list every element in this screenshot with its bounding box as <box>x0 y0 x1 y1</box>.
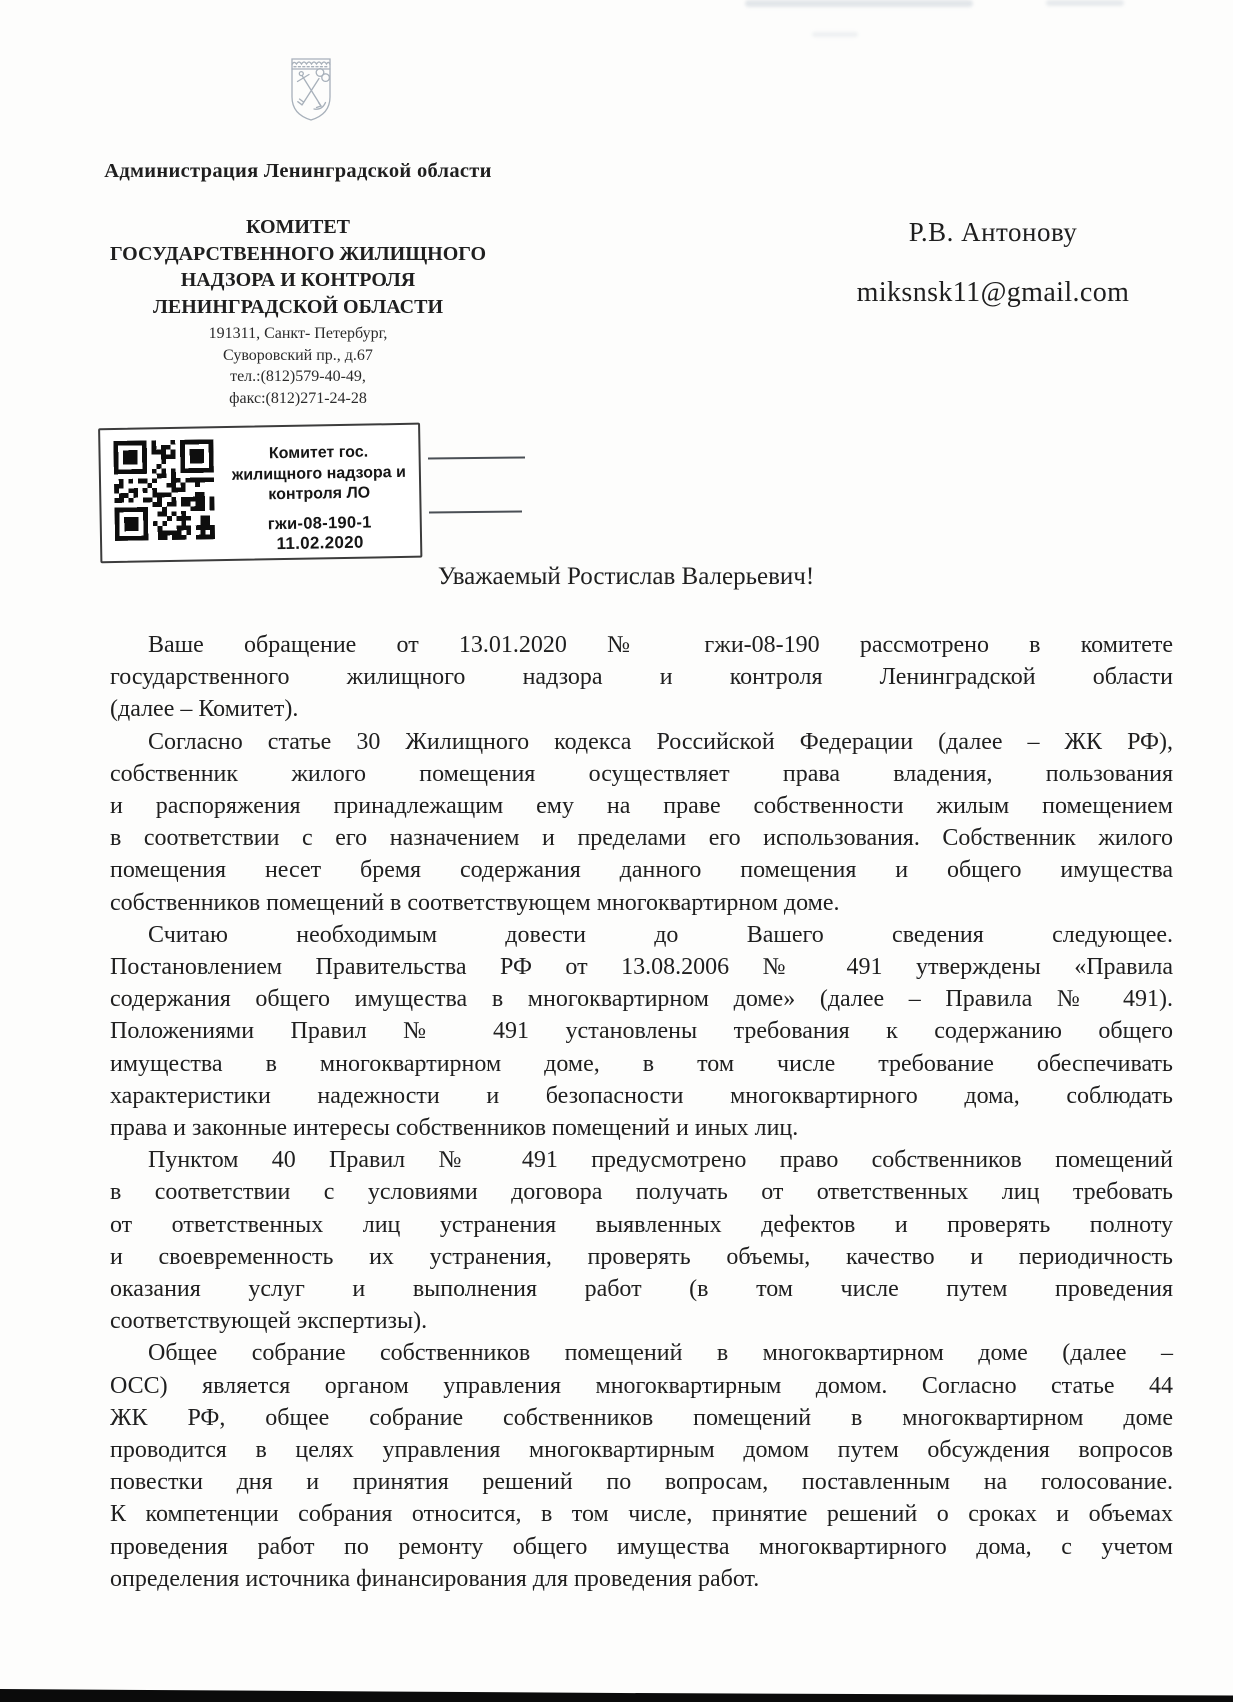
body-text-line: Согласно статье 30 Жилищного кодекса Российской Федерации (далее – ЖК РФ), <box>148 728 1173 755</box>
body-text-line: ОСС) является органом управления многоквартирным домом. Согласно статье 44 <box>110 1372 1173 1399</box>
body-text-line: права и законные интересы собственников помещений и иных лиц. <box>110 1115 799 1142</box>
address-line: тел.:(812)579-40-49, <box>230 368 366 385</box>
body-text-line: в соответствии с условиями договора получать от ответственных лиц требовать <box>110 1179 1173 1206</box>
body-text-line: определения источника финансирования для проведения работ. <box>110 1565 760 1592</box>
body-text-line: ЖК РФ, общее собрание собственников помещений в многоквартирном доме <box>110 1404 1173 1431</box>
coat-of-arms-leningrad-oblast-icon <box>289 56 333 122</box>
scan-artifact-top <box>745 0 973 7</box>
body-text-line: и распоряжения принадлежащим ему на праве собственности жилым помещением <box>110 793 1173 820</box>
scan-artifact-bottom <box>0 1684 1233 1702</box>
blank-fill-line <box>429 511 522 514</box>
scan-artifact-top <box>1046 0 1124 6</box>
body-text-line: имущества в многоквартирном доме, в том числе требование обеспечивать <box>110 1050 1173 1077</box>
scan-artifact-top <box>812 32 858 37</box>
body-text-line: собственник жилого помещения осуществляет права владения, пользования <box>110 760 1173 787</box>
body-text-line: повестки дня и принятия решений по вопросам, поставленным на голосование. <box>110 1469 1173 1496</box>
body-text-line: в соответствии с его назначением и пределами его использования. Собственник жилого <box>110 825 1173 852</box>
body-text-line: государственного жилищного надзора и контроля Ленинградской области <box>110 664 1173 691</box>
committee-name <box>88 214 508 321</box>
salutation: Уважаемый Ростислав Валерьевич! <box>437 563 815 590</box>
body-text-line: Общее собрание собственников помещений в многоквартирном доме (далее – <box>148 1340 1173 1367</box>
body-text-line: и своевременность их устранения, проверять объемы, качество и периодичность <box>110 1243 1173 1270</box>
address-line: факс:(812)271-24-28 <box>229 389 367 407</box>
stamp-org-line: Комитет гос. <box>268 443 369 463</box>
body-text-line: Пунктом 40 Правил № 491 предусмотрено право собственников помещений <box>148 1147 1173 1174</box>
address-line: Суворовский пр., д.67 <box>223 346 373 364</box>
qr-code-icon <box>113 439 215 541</box>
committee-name-line: НАДЗОРА И КОНТРОЛЯ <box>180 269 416 292</box>
body-text-line: Считаю необходимым довести до Вашего сведения следующее. <box>148 921 1173 948</box>
body-text-line: помещения несет бремя содержания данного помещения и общего имущества <box>110 857 1173 884</box>
committee-name-line: ЛЕНИНГРАДСКОЙ ОБЛАСТИ <box>152 296 444 319</box>
body-text-line: проводится в целях управления многоквартирным домом путем обсуждения вопросов <box>110 1437 1173 1464</box>
recipient-name: Р.В. Антонову <box>908 217 1078 247</box>
stamp-registration-number: гжи-08-190-1 <box>267 512 372 533</box>
letter-body <box>110 629 1173 1595</box>
body-text-line: собственников помещений в соответствующем многоквартирном доме. <box>110 889 840 916</box>
body-text-line: К компетенции собрания относится, в том числе, принятие решений о сроках и объемах <box>110 1501 1173 1528</box>
body-text-line: оказания услуг и выполнения работ (в том числе путем проведения <box>110 1276 1173 1303</box>
registration-stamp <box>98 423 422 564</box>
stamp-org-line: жилищного надзора и <box>231 463 407 484</box>
committee-name-line: ГОСУДАРСТВЕННОГО ЖИЛИЩНОГО <box>109 242 487 265</box>
body-text-line: Положениями Правил № 491 установлены требования к содержанию общего <box>110 1018 1173 1045</box>
body-text-line: Постановлением Правительства РФ от 13.08.2006 № 491 утверждены «Правила <box>110 954 1173 981</box>
body-text-line: характеристики надежности и безопасности многоквартирного дома, соблюдать <box>110 1082 1173 1109</box>
administration-title: Администрация Ленинградской области <box>104 160 492 182</box>
body-text-line: от ответственных лиц устранения выявленных дефектов и проверять полноту <box>110 1211 1173 1238</box>
committee-name-line: КОМИТЕТ <box>245 216 350 238</box>
stamp-text <box>228 442 410 556</box>
blank-fill-line <box>428 456 525 459</box>
address-line: 191311, Санкт- Петербург, <box>208 325 388 342</box>
body-text-line: содержания общего имущества в многоквартирном доме» (далее – Правила № 491). <box>110 986 1173 1013</box>
stamp-org-line: контроля ЛО <box>268 484 371 504</box>
committee-address <box>88 323 508 409</box>
stamp-date: 11.02.2020 <box>276 532 364 554</box>
body-text-line: проведения работ по ремонту общего имущества многоквартирного дома, с учетом <box>110 1533 1173 1560</box>
body-text-line: соответствующей экспертизы). <box>110 1308 428 1335</box>
body-text-line: Ваше обращение от 13.01.2020 № гжи-08-190 рассмотрено в комитете <box>148 632 1173 658</box>
body-text-line: (далее – Комитет). <box>110 696 299 723</box>
recipient-email: miksnsk11@gmail.com <box>856 277 1130 308</box>
